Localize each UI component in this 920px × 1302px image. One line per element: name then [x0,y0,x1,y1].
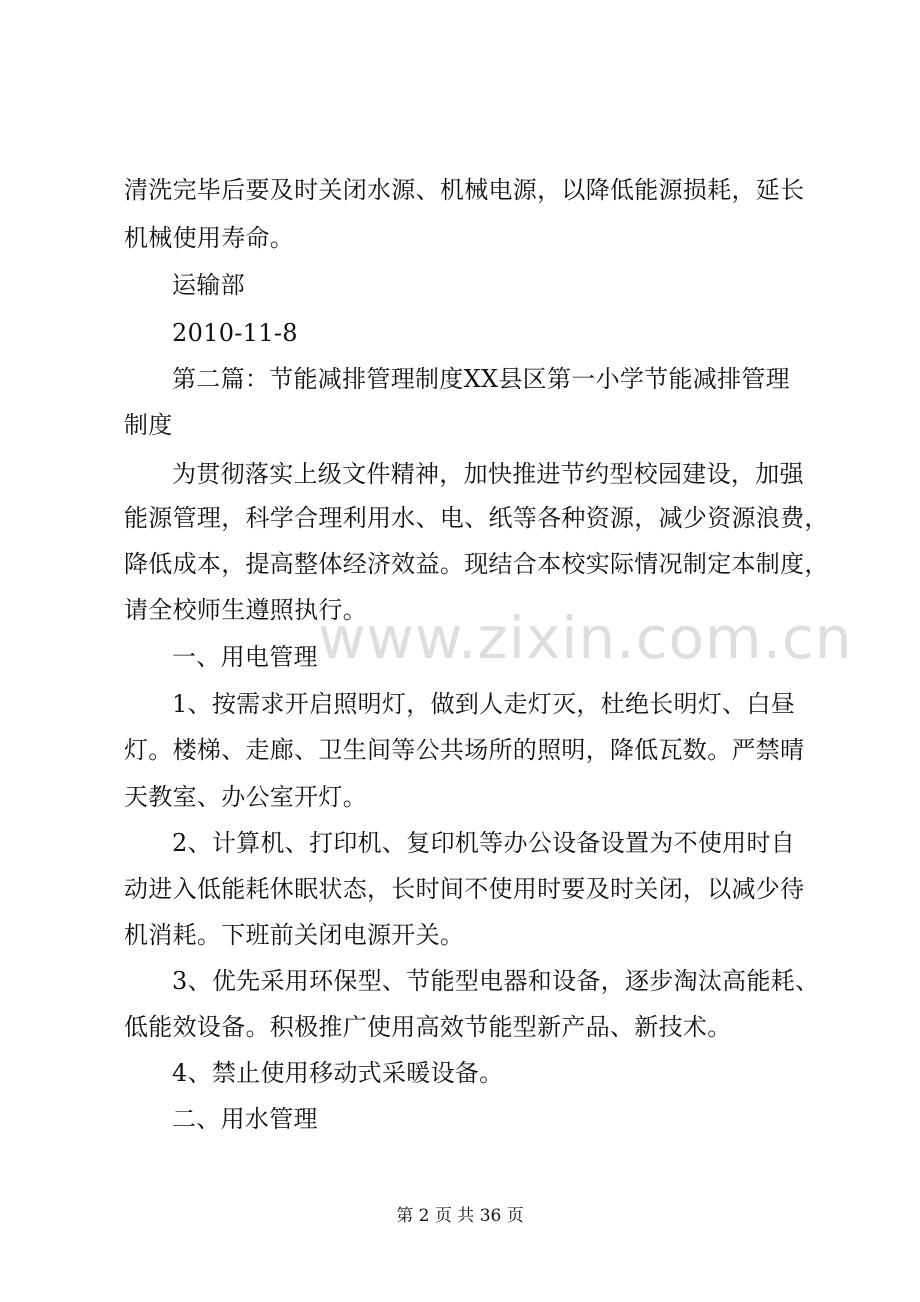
text-line: 降低成本，提高整体经济效益。现结合本校实际情况制定本制度， [124,550,829,578]
text-line: 天教室、办公室开灯。 [124,783,367,811]
text-line: 动进入低能耗休眠状态，长时间不使用时要及时关闭，以减少待 [124,875,805,903]
text-line: 灯。楼梯、走廊、卫生间等公共场所的照明，降低瓦数。严禁晴 [124,736,805,764]
text-line: 清洗完毕后要及时关闭水源、机械电源，以降低能源损耗，延长 [124,176,805,204]
text-line: 1、按需求开启照明灯，做到人走灯灭，杜绝长明灯、白昼 [172,690,796,718]
watermark: www.zixin.com.cn [318,604,853,672]
section-heading: 第二篇：节能减排管理制度XX县区第一小学节能减排管理 [172,365,790,393]
section-heading-continued: 制度 [124,411,173,439]
subsection-heading: 二、用水管理 [172,1105,318,1133]
text-line: 请全校师生遵照执行。 [124,596,367,624]
text-line: 低能效设备。积极推广使用高效节能型新产品、新技术。 [124,1013,732,1041]
text-line: 机消耗。下班前关闭电源开关。 [124,921,465,949]
page-number-footer: 第 2 页 共 36 页 [396,1206,524,1226]
text-line: 机械使用寿命。 [124,224,295,252]
text-line: 4、禁止使用移动式采暖设备。 [172,1059,504,1087]
text-line-date: 2010-11-8 [172,319,298,347]
text-line-signature-department: 运输部 [172,271,245,299]
subsection-heading: 一、用电管理 [172,643,318,671]
text-line: 3、优先采用环保型、节能型电器和设备，逐步淘汰高能耗、 [172,967,820,995]
text-line: 2、计算机、打印机、复印机等办公设备设置为不使用时自 [172,829,796,857]
text-line: 能源管理，科学合理利用水、电、纸等各种资源，减少资源浪费， [124,504,829,532]
text-line: 为贯彻落实上级文件精神，加快推进节约型校园建设，加强 [172,460,804,488]
